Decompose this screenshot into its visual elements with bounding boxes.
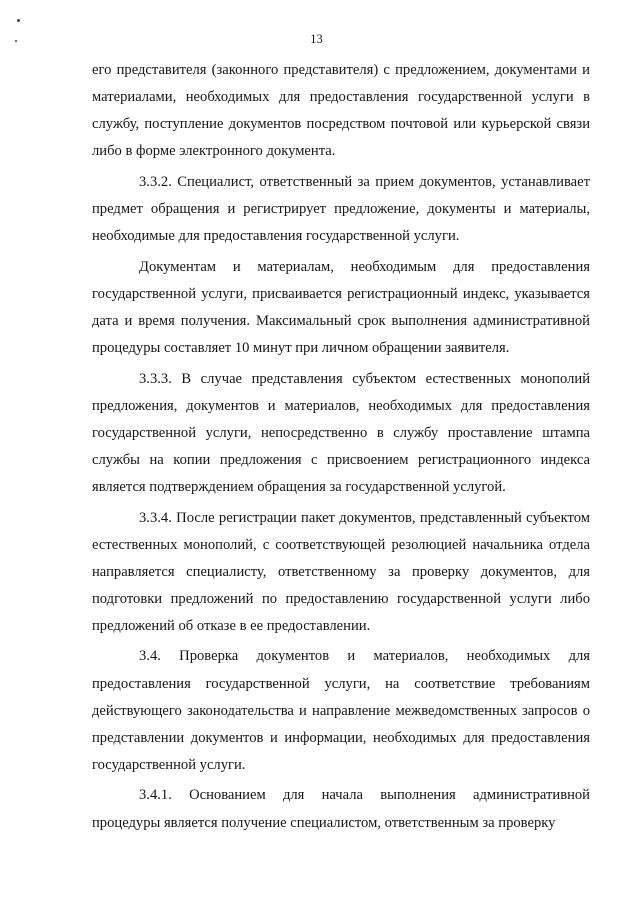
paragraph: 3.3.3. В случае представления субъектом естественных монополий предложения, документов и материалов, необходимых для предоставления государственной услуги, непосредственно в службу проставление штампа службы на копии предложения с присвоением регистрационного индекса является подтверждением обращения за государственной услугой.	[92, 370, 590, 495]
paragraph: 3.3.2. Специалист, ответственный за прием документов, устанавливает предмет обращения и регистрирует предложение, документы и материалы, необходимые для предоставления государственной услуги.	[92, 173, 590, 245]
document-body	[92, 57, 590, 840]
paragraph: Документам и материалам, необходимым для предоставления государственной услуги, присваивается регистрационный индекс, указывается дата и время получения. Максимальный срок выполнения административной процедуры составляет 10 минут при личном обращении заявителя.	[92, 258, 590, 356]
paragraph: его представителя (законного представителя) с предложением, документами и материалами, необходимых для предоставления государственной услуги в службу, поступление документов посредством почтовой или курьерской связи либо в форме электронного документа.	[92, 62, 590, 160]
paragraph: 3.4.1. Основанием для начала выполнения административной процедуры является получение специалистом, ответственным за проверку	[92, 787, 590, 831]
paragraph: 3.3.4. После регистрации пакет документов, представленный субъектом естественных монополий, с соответствующей резолюцией начальника отдела направляется специалисту, ответственному за проверку документов, для подготовки предложений по предоставлению государственной услуги либо предложений об отказе в ее предоставлении.	[92, 509, 590, 634]
page-number: 13	[310, 32, 323, 46]
paragraph: 3.4. Проверка документов и материалов, необходимых для предоставления государственной услуги, на соответствие требованиям действующего законодательства и направление межведомственных запросов о представлении документов и информации, необходимых для предоставления государственной услуги.	[92, 648, 590, 773]
scan-speck	[17, 19, 20, 22]
